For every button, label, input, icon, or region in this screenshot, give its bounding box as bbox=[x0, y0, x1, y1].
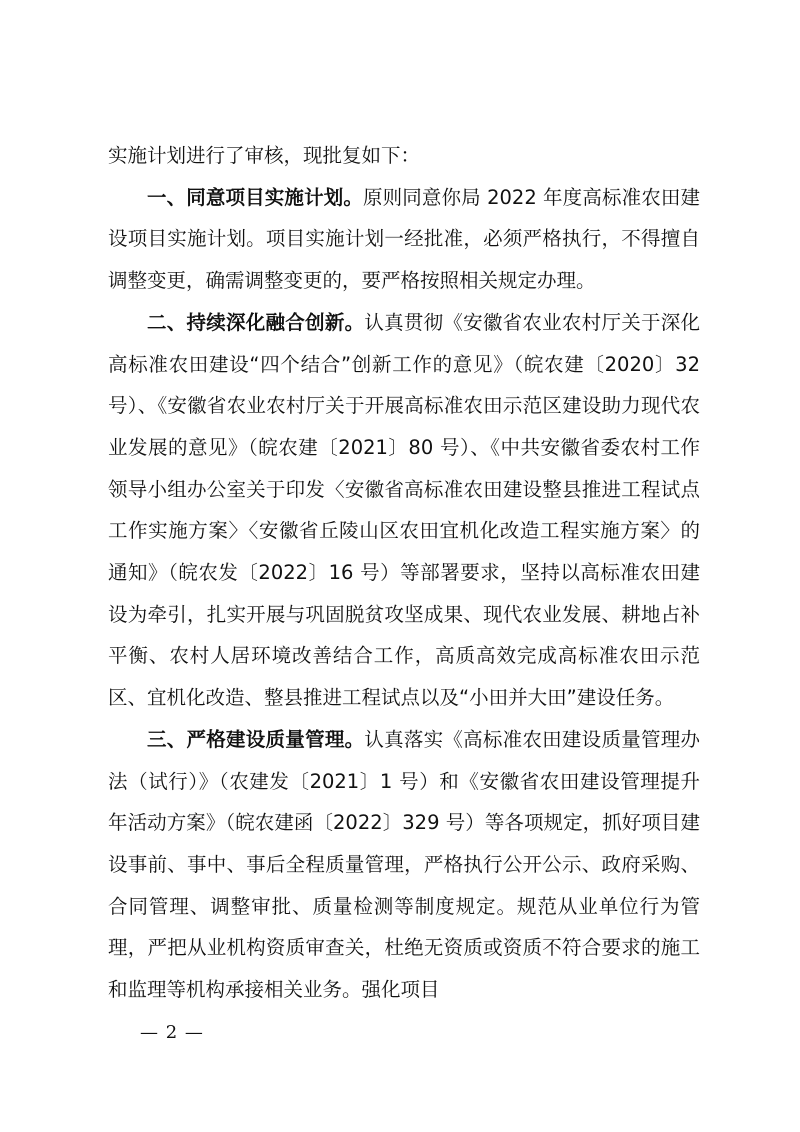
section-1-heading: 一、同意项目实施计划。 bbox=[147, 185, 363, 209]
section-1-text: 原则同意你局 2022 年度高标准农田建设项目实施计划。项目实施计划一经批准，必须严格执行，不得擅自调整变更，确需调整变更的，要严格按照相关规定办理。 bbox=[108, 185, 700, 293]
paragraph-intro-text: 实施计划进行了审核，现批复如下： bbox=[108, 144, 421, 167]
page-number: — 2 — bbox=[140, 1022, 204, 1043]
paragraph-section-1 bbox=[108, 177, 700, 302]
paragraph-section-3 bbox=[108, 719, 700, 1011]
document-body bbox=[108, 135, 700, 1011]
paragraph-intro bbox=[108, 135, 700, 177]
section-3-heading: 三、严格建设质量管理。 bbox=[147, 727, 365, 751]
section-3-text: 认真落实《高标准农田建设质量管理办法（试行）》（农建发〔2021〕1 号）和《安徽省农田建设管理提升年活动方案》（皖农建函〔2022〕329 号）等各项规定，抓好项目建设事前、事中、事后全程质量管理，严格执行公开公示、政府采购、合同管理、调整审批、质量检测等制度规定。规范从业单位行为管理，严把从业机构资质审查关，杜绝无资质或资质不符合要求的施工和监理等机构承接相关业务。强化项目 bbox=[108, 727, 700, 1002]
paragraph-section-2 bbox=[108, 302, 700, 719]
section-2-text: 认真贯彻《安徽省农业农村厅关于深化高标准农田建设“四个结合”创新工作的意见》（皖农建〔2020〕32 号）、《安徽省农业农村厅关于开展高标准农田示范区建设助力现代农业发展的意见》（皖农建〔2021〕80 号）、《中共安徽省委农村工作领导小组办公室关于印发〈安徽省高标准农田建设整县推进工程试点工作实施方案〉〈安徽省丘陵山区农田宜机化改造工程实施方案〉的通知》（皖农发〔2022〕16 号）等部署要求，坚持以高标准农田建设为牵引，扎实开展与巩固脱贫攻坚成果、现代农业发展、耕地占补平衡、农村人居环境改善结合工作，高质高效完成高标准农田示范区、宜机化改造、整县推进工程试点以及“小田并大田”建设任务。 bbox=[108, 310, 700, 710]
section-2-heading: 二、持续深化融合创新。 bbox=[147, 310, 365, 334]
